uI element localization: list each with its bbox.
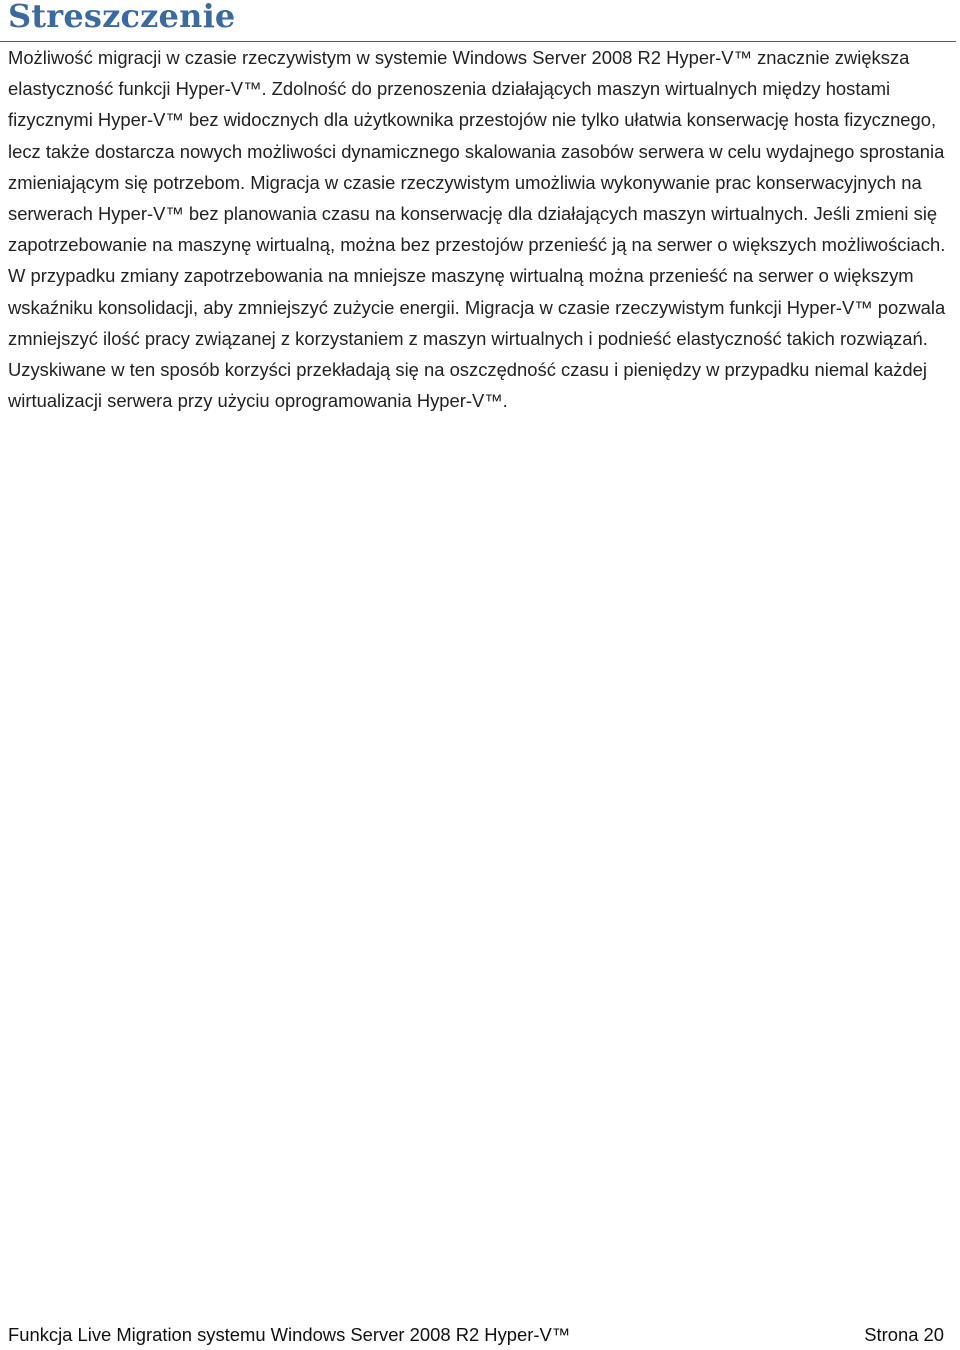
- summary-paragraph: Możliwość migracji w czasie rzeczywistym w systemie Windows Server 2008 R2 Hyper-V™ znacznie zwiększa elastyczność funkcji Hyper-V™. Zdolność do przenoszenia działających maszyn wirtualnych między hostami fizycznymi Hyper-V™ bez widocznych dla użytkownika przestojów nie tylko ułatwia konserwację hosta fizycznego, lecz także dostarcza nowych możliwości dynamicznego skalowania zasobów serwera w celu wydajnego sprostania zmieniającym się potrzebom. Migracja w czasie rzeczywistym umożliwia wykonywanie prac konserwacyjnych na serwerach Hyper-V™ bez planowania czasu na konserwację dla działających maszyn wirtualnych. Jeśli zmieni się zapotrzebowanie na maszynę wirtualną, można bez przestojów przenieść ją na serwer o większych możliwościach. W przypadku zmiany zapotrzebowania na mniejsze maszynę wirtualną można przenieść na serwer o większym wskaźniku konsolidacji, aby zmniejszyć zużycie energii. Migracja w czasie rzeczywistym funkcji Hyper-V™ pozwala zmniejszyć ilość pracy związanej z korzystaniem z maszyn wirtualnych i podnieść elastyczność takich rozwiązań. Uzyskiwane w ten sposób korzyści przekładają się na oszczędność czasu i pieniędzy w przypadku niemal każdej wirtualizacji serwera przy użyciu oprogramowania Hyper-V™.: [8, 47, 946, 412]
- footer-document-title: Funkcja Live Migration systemu Windows Server 2008 R2 Hyper-V™: [8, 1324, 571, 1345]
- footer-page-number: Strona 20: [864, 1324, 944, 1345]
- page-footer: [8, 1320, 944, 1350]
- section-heading: Streszczenie: [8, 0, 236, 35]
